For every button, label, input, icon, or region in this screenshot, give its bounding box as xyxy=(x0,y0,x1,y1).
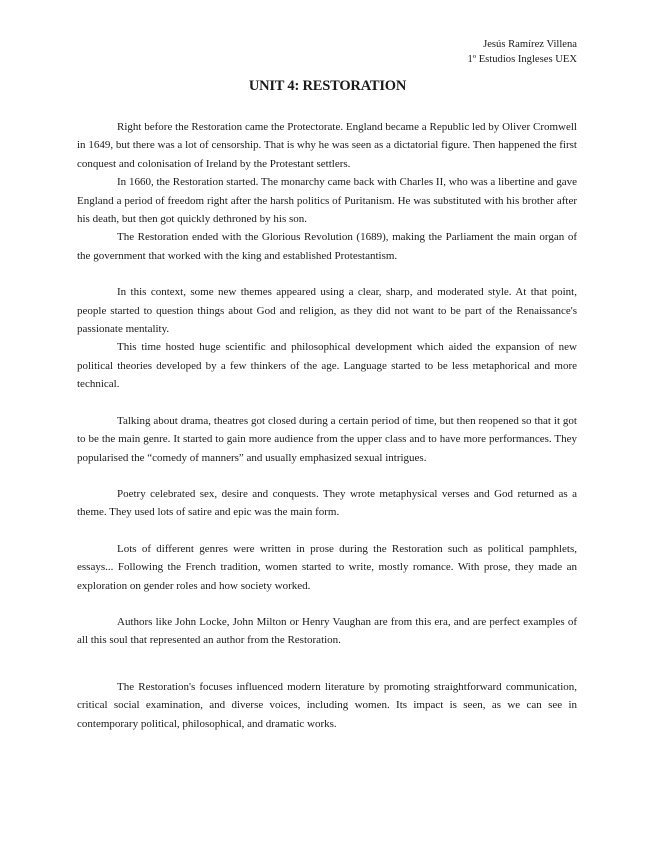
paragraph-prose: Lots of different genres were written in prose during the Restoration such as political pamphlets, essays... Following the French tradition, women started to write, mostly romance. With prose, they made an exploration on gender roles and how society worked. xyxy=(77,542,577,592)
paragraph-new-themes: In this context, some new themes appeared using a clear, sharp, and moderated style. At that point, people started to question things about God and religion, as they did not want to be part of the Renaissance's passionate mentality. xyxy=(77,286,577,336)
paragraph-conclusion: The Restoration's focuses influenced modern literature by promoting straightforward communication, critical social examination, and diverse voices, including women. Its impact is seen, as we can see in contemporary political, philosophical, and dramatic works. xyxy=(77,680,577,730)
paragraph-spacer xyxy=(77,394,577,412)
author-header xyxy=(467,38,577,67)
paragraph-spacer xyxy=(77,595,577,613)
paragraph-spacer xyxy=(77,265,577,283)
paragraph-glorious-revolution: The Restoration ended with the Glorious Revolution (1689), making the Parliament the main organ of the government that worked with the king and established Protestantism. xyxy=(77,231,577,262)
paragraph-restoration-start: In 1660, the Restoration started. The monarchy came back with Charles II, who was a libertine and gave England a period of freedom right after the harsh politics of Puritanism. He was substituted with his brother after his death, but then got quickly dethroned by his son. xyxy=(77,176,577,226)
paragraph-scientific-development: This time hosted huge scientific and philosophical development which aided the expansion of new political theories developed by a few thinkers of the age. Language started to be less metaphorical and more technical. xyxy=(77,341,577,391)
paragraph-authors: Authors like John Locke, John Milton or Henry Vaughan are from this era, and are perfect examples of all this soul that represented an author from the Restoration. xyxy=(77,615,577,647)
paragraph-poetry: Poetry celebrated sex, desire and conquests. They wrote metaphysical verses and God returned as a theme. They used lots of satire and epic was the main form. xyxy=(77,487,577,519)
document-body xyxy=(77,118,577,733)
paragraph-drama: Talking about drama, theatres got closed during a certain period of time, but then reopened so that it got to be the main genre. It started to gain more audience from the upper class and to have more performances. They popularised the “comedy of manners” and usually emphasized sexual intrigues. xyxy=(77,414,577,464)
author-name: Jesús Ramírez Villena xyxy=(483,39,577,50)
page-title: UNIT 4: RESTORATION xyxy=(248,78,407,94)
paragraph-spacer xyxy=(77,522,577,540)
course-name: 1º Estudios Ingleses UEX xyxy=(467,53,577,65)
paragraph-spacer xyxy=(77,650,577,678)
paragraph-protectorate: Right before the Restoration came the Protectorate. England became a Republic led by Oliver Cromwell in 1649, but there was a lot of censorship. That is why he was seen as a dictatorial figure. Then happened the first conquest and colonisation of Ireland by the Protestant settlers. xyxy=(77,121,577,170)
paragraph-spacer xyxy=(77,467,577,485)
